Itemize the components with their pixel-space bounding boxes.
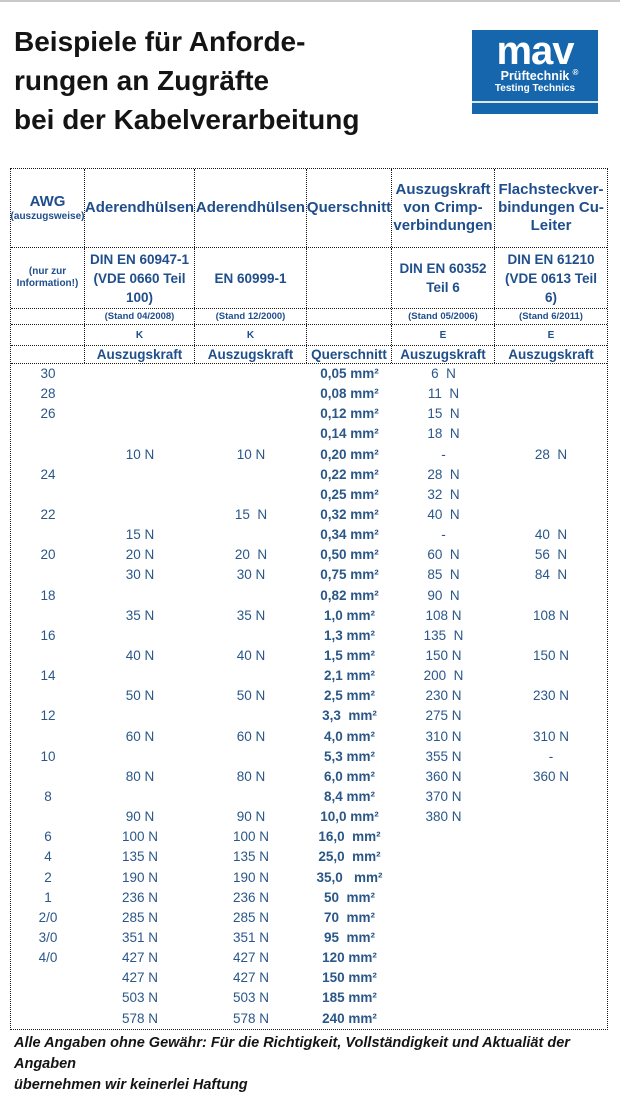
table-cell: 6 N xyxy=(431,366,456,381)
table-cell xyxy=(11,767,85,787)
requirements-table xyxy=(10,168,608,1030)
table-cell: 4 xyxy=(44,849,52,865)
table-cell xyxy=(195,424,307,444)
table-cell: 20 N xyxy=(234,547,268,563)
table-cell xyxy=(495,908,607,928)
table-cell: 135 N xyxy=(232,849,270,865)
table-cell xyxy=(195,626,307,646)
norm-cell-empty xyxy=(307,248,392,308)
table-cell: 10 N xyxy=(236,446,266,462)
table-cell xyxy=(85,465,195,485)
table-cell: 236 N xyxy=(232,889,270,905)
table-cell xyxy=(495,626,607,646)
table-cell xyxy=(11,485,85,505)
table-cell xyxy=(11,646,85,666)
header-cell-aderendhuelsen-2: Aderendhülsen xyxy=(195,169,307,247)
table-cell: 150 mm² xyxy=(322,970,377,986)
table-row xyxy=(11,706,607,726)
table-cell xyxy=(195,586,307,606)
table-cell: 12 xyxy=(40,708,56,724)
disclaimer xyxy=(14,1033,610,1096)
table-cell: 5,3 mm² xyxy=(323,748,376,764)
table-cell: 0,12 mm² xyxy=(320,406,379,422)
table-cell: 0,22 mm² xyxy=(320,466,379,482)
norm-cell-din-en-60352: DIN EN 60352 Teil 6 xyxy=(392,248,495,308)
table-cell xyxy=(195,384,307,404)
table-row xyxy=(11,545,607,565)
mav-logo-subtitle xyxy=(500,68,579,83)
table-cell: 0,20 mm² xyxy=(320,446,379,462)
table-cell xyxy=(495,666,607,686)
table-cell: 85 N xyxy=(427,567,460,583)
table-cell xyxy=(195,465,307,485)
table-cell xyxy=(392,868,495,888)
table-cell xyxy=(85,626,195,646)
table-cell: 35 N xyxy=(236,607,266,623)
table-cell: 80 N xyxy=(236,768,266,784)
table-cell: 150 N xyxy=(532,647,570,663)
table-cell: 50 N xyxy=(125,688,155,704)
table-row xyxy=(11,948,607,968)
letter-cell-e-1: E xyxy=(392,325,495,345)
table-cell xyxy=(495,424,607,444)
table-row xyxy=(11,928,607,948)
table-row xyxy=(11,988,607,1008)
table-cell: 1,5 mm² xyxy=(323,647,376,663)
table-cell xyxy=(495,868,607,888)
table-cell: 28 N xyxy=(534,446,568,462)
table-row xyxy=(11,908,607,928)
table-row xyxy=(11,525,607,545)
table-row xyxy=(11,565,607,585)
table-cell xyxy=(392,928,495,948)
mav-logo-brand: mav xyxy=(496,29,574,73)
table-row xyxy=(11,807,607,827)
table-row xyxy=(11,968,607,988)
table-cell: 0,32 mm² xyxy=(320,506,379,522)
table-cell xyxy=(195,666,307,686)
norm-cell-din-en-61210: DIN EN 61210 (VDE 0613 Teil 6) xyxy=(504,251,598,305)
norm-cell-en-60999: EN 60999-1 xyxy=(195,248,307,308)
registered-trademark-icon: ® xyxy=(572,68,579,77)
table-cell: 10 N xyxy=(125,446,155,462)
table-cell xyxy=(195,404,307,424)
table-cell xyxy=(392,948,495,968)
table-cell: 0,34 mm² xyxy=(320,527,379,543)
letter-cell-e-2: E xyxy=(547,329,555,341)
table-cell xyxy=(85,586,195,606)
table-cell: 1,3 mm² xyxy=(323,627,376,643)
measure-cell-auszugskraft-3: Auszugskraft xyxy=(392,346,495,363)
stand-cell-05-2006: (Stand 05/2006) xyxy=(392,309,495,324)
table-cell xyxy=(495,465,607,485)
table-cell: 0,82 mm² xyxy=(320,587,379,603)
table-header-row-measures xyxy=(11,346,607,364)
table-cell xyxy=(495,968,607,988)
table-cell: 35 N xyxy=(125,607,155,623)
table-cell: 30 xyxy=(40,366,56,381)
table-cell xyxy=(11,525,85,545)
table-cell: 4,0 mm² xyxy=(323,728,376,744)
table-cell: 25,0 mm² xyxy=(318,849,381,865)
table-cell xyxy=(85,706,195,726)
table-row xyxy=(11,626,607,646)
table-cell xyxy=(85,485,195,505)
letter-cell-empty-2 xyxy=(307,325,392,345)
table-cell xyxy=(495,847,607,867)
table-cell xyxy=(11,968,85,988)
header-awg-subtitle: (auszugsweise) xyxy=(11,211,85,222)
table-row xyxy=(11,787,607,807)
table-cell: 4/0 xyxy=(38,950,58,966)
table-cell xyxy=(392,827,495,847)
table-cell: 40 N xyxy=(236,647,266,663)
table-cell: 2 xyxy=(44,869,52,885)
table-cell: 30 N xyxy=(125,567,155,583)
table-header-row-norms xyxy=(11,248,607,309)
stand-cell-04-2008: (Stand 04/2008) xyxy=(85,309,195,324)
table-cell: 6,0 mm² xyxy=(323,768,376,784)
table-cell: 60 N xyxy=(125,728,155,744)
table-cell: 14 xyxy=(40,668,56,684)
table-cell: 108 N xyxy=(425,607,462,623)
table-cell xyxy=(195,525,307,545)
table-cell: 190 N xyxy=(121,869,159,885)
table-row xyxy=(11,767,607,787)
table-cell: 1 xyxy=(44,889,52,905)
table-cell: 24 xyxy=(40,466,56,482)
table-cell: 10,0 mm² xyxy=(320,809,379,825)
table-cell: 3,3 mm² xyxy=(322,708,377,724)
table-row xyxy=(11,888,607,908)
table-cell: 370 N xyxy=(425,788,462,804)
table-cell xyxy=(392,888,495,908)
table-cell xyxy=(495,485,607,505)
table-cell: 20 N xyxy=(125,547,155,563)
table-cell xyxy=(85,384,195,404)
table-cell: 60 N xyxy=(236,728,266,744)
table-cell: 26 xyxy=(40,406,56,422)
table-cell: 351 N xyxy=(121,929,159,945)
header-cell-flachsteckverbindungen: Flachsteckver-bindungen Cu-Leiter xyxy=(498,181,604,234)
table-cell: 11 N xyxy=(427,386,460,402)
table-cell xyxy=(85,666,195,686)
table-cell: 230 N xyxy=(532,688,570,704)
table-cell: 503 N xyxy=(121,990,159,1006)
table-cell xyxy=(11,727,85,747)
table-cell xyxy=(495,364,607,384)
stand-cell-empty-2 xyxy=(307,309,392,324)
table-row xyxy=(11,847,607,867)
table-cell: 0,25 mm² xyxy=(320,486,379,502)
table-cell: 84 N xyxy=(534,567,568,583)
table-cell xyxy=(495,1009,607,1029)
mav-logo xyxy=(472,30,598,114)
table-cell: 427 N xyxy=(232,950,270,966)
table-row xyxy=(11,424,607,444)
table-cell: 15 N xyxy=(427,406,460,422)
table-cell: 135 N xyxy=(423,627,464,643)
table-cell xyxy=(195,787,307,807)
table-row xyxy=(11,404,607,424)
stand-cell-empty-1 xyxy=(11,309,85,324)
table-cell: 578 N xyxy=(121,1010,159,1026)
table-cell: 100 N xyxy=(121,829,159,845)
measure-cell-auszugskraft-2: Auszugskraft xyxy=(195,346,307,363)
table-cell: 32 N xyxy=(427,486,460,502)
table-cell: 200 N xyxy=(423,668,464,684)
mav-logo-prueftechnik: Prüftechnik xyxy=(500,69,570,83)
table-cell: 150 N xyxy=(425,647,462,663)
table-cell: 0,14 mm² xyxy=(320,426,379,442)
table-cell xyxy=(495,404,607,424)
table-cell: 427 N xyxy=(232,970,270,986)
table-cell: 35,0 mm² xyxy=(316,869,383,885)
table-cell xyxy=(392,847,495,867)
table-row xyxy=(11,364,607,384)
table-cell: 3/0 xyxy=(38,929,58,945)
table-cell: 355 N xyxy=(425,748,462,764)
table-cell xyxy=(495,706,607,726)
table-cell xyxy=(495,586,607,606)
table-cell xyxy=(495,988,607,1008)
table-body xyxy=(11,364,607,1029)
table-cell: 22 xyxy=(40,506,56,522)
page-title-line3: bei der Kabelverarbeitung xyxy=(14,104,360,135)
letter-cell-k-2: K xyxy=(195,325,307,345)
table-cell xyxy=(495,807,607,827)
stand-cell-6-2011: (Stand 6/2011) xyxy=(519,311,583,322)
table-cell: 16,0 mm² xyxy=(318,829,381,845)
table-cell: 40 N xyxy=(125,647,155,663)
table-cell: 2,5 mm² xyxy=(323,688,376,704)
table-cell: 90 N xyxy=(125,809,155,825)
table-cell xyxy=(392,968,495,988)
table-cell: 108 N xyxy=(532,607,570,623)
table-cell: 30 N xyxy=(236,567,266,583)
table-cell: 18 N xyxy=(427,426,460,442)
table-cell: 285 N xyxy=(121,909,159,925)
table-cell: 8,4 mm² xyxy=(323,788,376,804)
table-cell: 16 xyxy=(40,627,56,643)
table-cell xyxy=(11,565,85,585)
table-cell: 310 N xyxy=(532,728,570,744)
table-cell: 40 N xyxy=(534,527,568,543)
table-row xyxy=(11,505,607,525)
table-cell xyxy=(11,807,85,827)
header-cell-awg xyxy=(11,169,85,247)
table-cell xyxy=(495,827,607,847)
table-header-row-titles xyxy=(11,169,607,248)
stand-cell-12-2000: (Stand 12/2000) xyxy=(195,309,307,324)
header-cell-aderendhuelsen-1: Aderendhülsen xyxy=(85,169,195,247)
norm-cell-info: (nur zur Information!) xyxy=(11,248,85,308)
table-cell: 135 N xyxy=(121,849,159,865)
table-cell: 2,1 mm² xyxy=(323,668,376,684)
table-row xyxy=(11,747,607,767)
table-cell xyxy=(495,948,607,968)
table-row xyxy=(11,384,607,404)
table-row xyxy=(11,465,607,485)
table-row xyxy=(11,606,607,626)
table-cell: 15 N xyxy=(234,506,268,522)
table-cell xyxy=(392,1009,495,1029)
measure-cell-querschnitt: Querschnitt xyxy=(307,346,392,363)
disclaimer-line1: Alle Angaben ohne Gewähr: Für die Richtigkeit, Vollständigkeit und Aktualiät der Angaben xyxy=(14,1035,570,1072)
table-cell xyxy=(85,787,195,807)
header-cell-crimpverbindungen: Auszugskraft von Crimp-verbindungen xyxy=(392,169,495,247)
table-header-row-stand xyxy=(11,309,607,325)
table-cell xyxy=(195,747,307,767)
table-cell: 0,75 mm² xyxy=(320,567,379,583)
table-cell: 90 N xyxy=(427,587,460,603)
table-cell xyxy=(11,686,85,706)
table-cell: 80 N xyxy=(125,768,155,784)
header-cell-querschnitt: Querschnitt xyxy=(307,169,392,247)
table-cell xyxy=(195,706,307,726)
table-cell: 503 N xyxy=(232,990,270,1006)
table-cell: 18 xyxy=(40,587,56,603)
table-row xyxy=(11,646,607,666)
table-cell xyxy=(85,364,195,384)
table-cell: 230 N xyxy=(425,688,462,704)
table-cell xyxy=(11,445,85,465)
table-cell: 427 N xyxy=(121,950,159,966)
table-cell: 2/0 xyxy=(38,909,58,925)
table-cell xyxy=(85,505,195,525)
table-cell: - xyxy=(548,748,554,764)
table-cell xyxy=(11,424,85,444)
table-cell: 360 N xyxy=(532,768,570,784)
table-cell: 310 N xyxy=(425,728,462,744)
table-row xyxy=(11,827,607,847)
table-cell: 28 xyxy=(40,386,56,402)
table-cell xyxy=(195,364,307,384)
table-cell xyxy=(11,1009,85,1029)
table-cell: 427 N xyxy=(121,970,159,986)
page-header xyxy=(0,2,620,166)
table-cell: 240 mm² xyxy=(322,1010,377,1026)
table-cell: 20 xyxy=(40,547,56,563)
table-cell xyxy=(11,606,85,626)
letter-cell-empty-1 xyxy=(11,325,85,345)
table-row xyxy=(11,868,607,888)
table-cell: 6 xyxy=(44,829,52,845)
table-cell: 285 N xyxy=(232,909,270,925)
table-cell: 120 mm² xyxy=(322,950,377,966)
letter-cell-k-1: K xyxy=(85,325,195,345)
measure-cell-auszugskraft-4: Auszugskraft xyxy=(508,347,594,362)
table-row xyxy=(11,727,607,747)
table-cell: 15 N xyxy=(125,527,155,543)
measure-cell-auszugskraft-1: Auszugskraft xyxy=(85,346,195,363)
table-cell: 10 xyxy=(40,748,56,764)
page-title xyxy=(14,22,359,139)
table-cell: 275 N xyxy=(425,708,462,724)
table-cell: 70 mm² xyxy=(323,909,376,925)
table-cell xyxy=(495,928,607,948)
table-cell xyxy=(85,404,195,424)
table-cell xyxy=(495,384,607,404)
table-cell: 56 N xyxy=(534,547,568,563)
table-cell: 60 N xyxy=(427,547,460,563)
header-awg-title: AWG xyxy=(29,193,66,210)
table-cell xyxy=(85,747,195,767)
table-cell: 0,05 mm² xyxy=(320,366,379,381)
table-row xyxy=(11,1009,607,1029)
page-title-line1: Beispiele für Anforde- xyxy=(14,26,306,57)
table-cell: 360 N xyxy=(425,768,462,784)
table-cell: - xyxy=(441,446,446,462)
table-cell: 90 N xyxy=(236,809,266,825)
table-cell: 185 mm² xyxy=(322,990,377,1006)
table-cell: 380 N xyxy=(425,809,462,825)
table-row xyxy=(11,445,607,465)
page-title-line2: rungen an Zugräfte xyxy=(14,65,270,96)
table-cell: 8 xyxy=(44,788,52,804)
table-cell xyxy=(11,988,85,1008)
table-cell xyxy=(495,505,607,525)
table-cell xyxy=(195,485,307,505)
table-cell xyxy=(495,888,607,908)
table-row xyxy=(11,686,607,706)
table-cell: 50 N xyxy=(236,688,266,704)
table-cell: 190 N xyxy=(232,869,270,885)
table-cell xyxy=(392,988,495,1008)
measure-cell-empty xyxy=(11,346,85,363)
disclaimer-line2: übernehmen wir keinerlei Haftung xyxy=(14,1077,248,1093)
table-cell xyxy=(85,424,195,444)
table-cell: 40 N xyxy=(427,506,460,522)
table-cell: 578 N xyxy=(232,1010,270,1026)
table-cell: 236 N xyxy=(121,889,159,905)
table-cell: 351 N xyxy=(232,929,270,945)
table-cell: 28 N xyxy=(427,466,460,482)
table-cell: 0,08 mm² xyxy=(320,386,379,402)
table-cell: 95 mm² xyxy=(323,929,376,945)
table-cell: 1,0 mm² xyxy=(323,607,376,623)
table-cell xyxy=(392,908,495,928)
table-cell: 50 mm² xyxy=(323,889,376,905)
table-cell: 100 N xyxy=(232,829,270,845)
mav-logo-testing-technics: Testing Technics xyxy=(494,83,576,94)
norm-cell-din-en-60947: DIN EN 60947-1 (VDE 0660 Teil 100) xyxy=(85,248,195,308)
table-row xyxy=(11,485,607,505)
mav-logo-divider xyxy=(472,101,598,103)
table-row xyxy=(11,586,607,606)
table-header-row-letters xyxy=(11,325,607,346)
table-cell: - xyxy=(441,527,446,543)
table-cell xyxy=(495,787,607,807)
table-cell: 0,50 mm² xyxy=(320,547,379,563)
table-row xyxy=(11,666,607,686)
